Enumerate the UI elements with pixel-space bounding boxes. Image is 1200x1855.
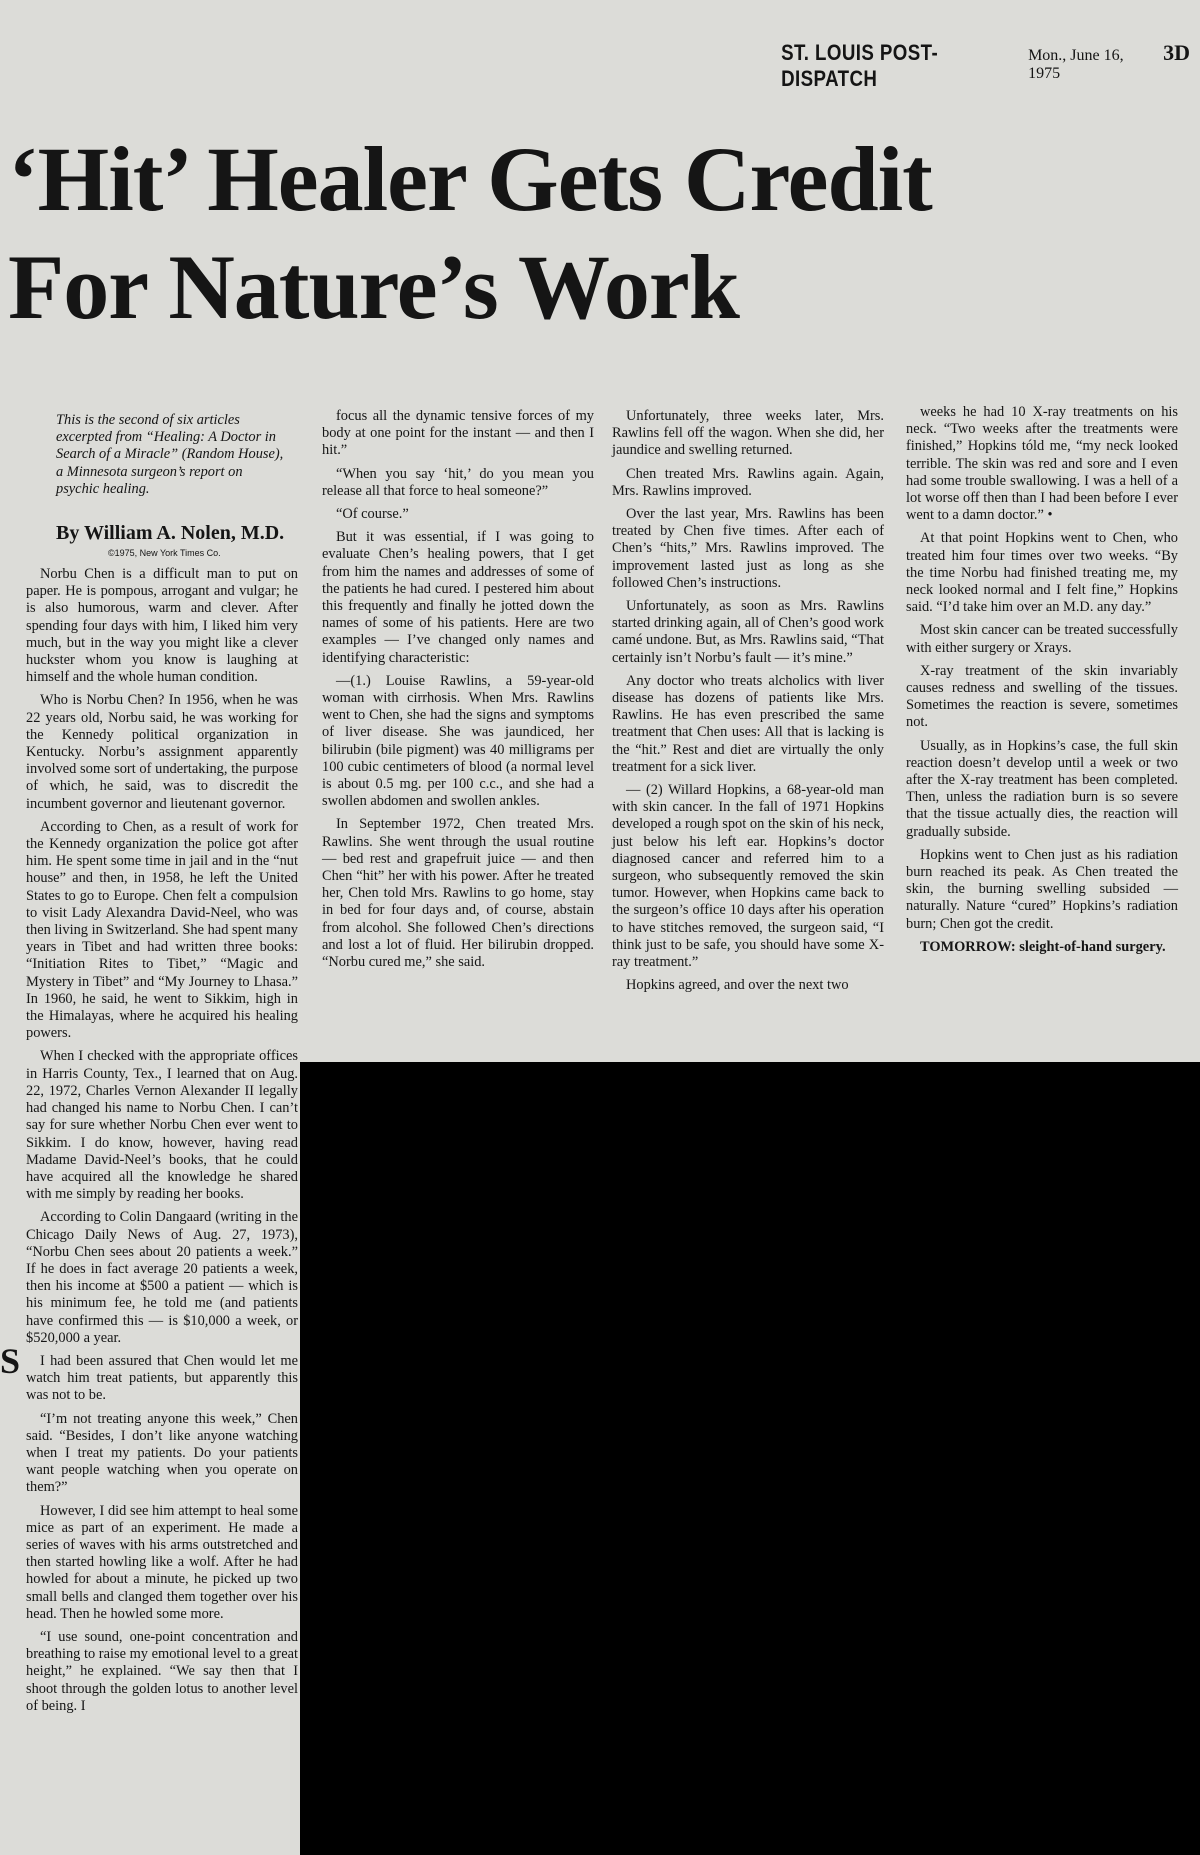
masthead-page-number: 3D xyxy=(1163,40,1190,65)
paragraph: In September 1972, Chen treated Mrs. Rawlins. She went through the usual routine — bed rest and grapefruit juice — and then Chen “hit” her with his power. After he treated her, Chen told Mrs. Rawlins to go home, stay in bed for four days and, of course, abstain from alcohol. She followed Chen’s directions and lost a lot of fluid. Her bilirubin dropped. “Norbu cured me,” she said. xyxy=(322,816,594,971)
headline-line-2: For Nature’s Work xyxy=(8,236,739,338)
headline xyxy=(8,125,1158,341)
paragraph: However, I did see him attempt to heal some mice as part of an experiment. He made a series of waves with his arms outstretched and then started howling like a wolf. After he had howled for about a minute, he picked up two small bells and clanged them together over his head. Then he howled some more. xyxy=(26,1502,298,1622)
paragraph: I had been assured that Chen would let me watch him treat patients, but apparently this was not to be. xyxy=(26,1352,298,1404)
paragraph: Norbu Chen is a difficult man to put on paper. He is pompous, arrogant and vulgar; he is also humorous, warm and clever. After spending four days with him, I liked him very much, but in the way you might like a clever huckster whom you know is laughing at himself and the whole human condition. xyxy=(26,566,298,686)
column-1 xyxy=(26,566,298,1721)
headline-line-1: ‘Hit’ Healer Gets Credit xyxy=(8,128,932,230)
paragraph: Hopkins went to Chen just as his radiation burn reached its peak. As Chen treated the skin, the burning swelling subsided — naturally. Nature “cured” Hopkins’s radiation burn; Chen got the credit. xyxy=(906,846,1178,932)
paragraph: But it was essential, if I was going to evaluate Chen’s healing powers, that I get from him the names and addresses of some of the patients he had cured. I pestered him about this frequently and finally he jotted down the names of some of his patients. Here are two examples — I’ve changed only names and identifying characteristic: xyxy=(322,529,594,666)
paragraph: According to Chen, as a result of work for the Kennedy organization the police got after him. He spent some time in jail and in the “nut house” and then, in 1958, he left the United States to go to Europe. Chen felt a compulsion to visit Lady Alexandra David-Neel, who was then living in Switzerland. She had spent many years in Tibet and had written three books: “Initiation Rites to Tibet,” “Magic and Mystery in Tibet” and “My Journey to Lhasa.” In 1960, he said, he went to Sikkim, high in the Himalayas, where he acquired his healing powers. xyxy=(26,818,298,1042)
masthead-date: Mon., June 16, 1975 xyxy=(1028,47,1124,82)
masthead xyxy=(740,40,1190,91)
adjacent-column-fragment: S xyxy=(0,1341,21,1381)
paragraph: “I use sound, one-point concentration and breathing to raise my emotional level to a great height,” he explained. “We say then that I shoot through the golden lotus to another level of being. I xyxy=(26,1628,298,1714)
paragraph: Chen treated Mrs. Rawlins again. Again, Mrs. Rawlins improved. xyxy=(612,465,884,499)
paragraph: Over the last year, Mrs. Rawlins has been treated by Chen five times. After each of Chen’s “hits,” Mrs. Rawlins improved. The improvement lasted just as long as she followed Chen’s instructions. xyxy=(612,506,884,591)
paragraph: According to Colin Dangaard (writing in the Chicago Daily News of Aug. 27, 1973), “Norbu Chen sees about 20 patients a week.” If he does in fact average 20 patients a week, then his income at $500 a patient — which is his minimum fee, he told me (and patients have confirmed this — is $10,000 a week, or $520,000 a year. xyxy=(26,1209,298,1346)
paragraph: focus all the dynamic tensive forces of my body at one point for the instant — and then I hit.” xyxy=(322,408,594,459)
paragraph: — (2) Willard Hopkins, a 68-year-old man with skin cancer. In the fall of 1971 Hopkins developed a rough spot on the skin of his neck, just below his left ear. Hopkins’s doctor diagnosed cancer and referred him to a surgeon, who subsequently removed the skin tumor. However, when Hopkins came back to the surgeon’s office 10 days after his operation to have stitches removed, the surgeon said, “I think just to be safe, you should have some X-ray treatment.” xyxy=(612,782,884,971)
paragraph: When I checked with the appropriate offices in Harris County, Tex., I learned that on Aug. 22, 1972, Charles Vernon Alexander II legally had changed his name to Norbu Chen. I can’t say for sure whether Norbu Chen ever went to Sikkim. I do know, however, having read Madame David-Neel’s books, that he could have acquired all the knowledge he shared with me simply by reading her books. xyxy=(26,1048,298,1203)
paragraph: Usually, as in Hopkins’s case, the full skin reaction doesn’t develop until a week or two after the X-ray treatment has been completed. Then, unless the radiation burn is so severe that the tissue actually dies, the reaction will gradually subside. xyxy=(906,737,1178,840)
masthead-paper-name: ST. LOUIS POST-DISPATCH xyxy=(781,40,939,91)
column-4 xyxy=(906,404,1178,962)
paragraph: At that point Hopkins went to Chen, who treated him four times over two weeks. “By the time Norbu had finished treating me, my neck looked normal and I felt fine,” Hopkins said. “I’d take him over an M.D. any day.” xyxy=(906,530,1178,616)
paragraph: X-ray treatment of the skin invariably causes redness and swelling of the tissues. Sometimes the reaction is severe, sometimes not. xyxy=(906,662,1178,731)
column-2 xyxy=(322,408,594,977)
paragraph: Unfortunately, three weeks later, Mrs. Rawlins fell off the wagon. When she did, her jaundice and swelling returned. xyxy=(612,408,884,459)
paragraph: “Of course.” xyxy=(336,506,409,523)
tomorrow-teaser: TOMORROW: sleight-of-hand surgery. xyxy=(920,938,1166,955)
copyright-credit: ©1975, New York Times Co. xyxy=(108,548,221,558)
redacted-black-area xyxy=(300,1062,1200,1855)
article-intro: This is the second of six articles excerpted from “Healing: A Doctor in Search of a Miracle” (Random House), a Minnesota surgeon’s report on psychic healing. xyxy=(56,412,284,497)
paragraph: “I’m not treating anyone this week,” Chen said. “Besides, I don’t like anyone watching when I treat my patients. Do your patients want people watching when you operate on them?” xyxy=(26,1410,298,1496)
paragraph: —(1.) Louise Rawlins, a 59-year-old woman with cirrhosis. When Mrs. Rawlins went to Chen, she had the signs and symptoms of liver disease. She was jaundiced, her bilirubin (bile pigment) was 40 milligrams per 100 cubic centimeters of blood (a normal level is about 0.5 mg. per 100 c.c., and she had a swollen abdomen and swollen ankles. xyxy=(322,672,594,810)
paragraph: weeks he had 10 X-ray treatments on his neck. “Two weeks after the treatments were finished,” Hopkins tóld me, “my neck looked terrible. The skin was red and sore and I even had some trouble swallowing. I was a hell of a lot worse off then than I had been before I ever went to a damn doctor.” • xyxy=(906,404,1178,524)
paragraph: Most skin cancer can be treated successfully with either surgery or Xrays. xyxy=(906,622,1178,656)
paragraph: Any doctor who treats alcholics with liver disease has dozens of patients like Mrs. Rawlins. He has even prescribed the same treatment that Chen uses: All that is lacking is the “hit.” Rest and diet are virtually the only treatment for a sick liver. xyxy=(612,672,884,775)
byline: By William A. Nolen, M.D. xyxy=(56,522,285,544)
paragraph: Unfortunately, as soon as Mrs. Rawlins started drinking again, all of Chen’s good work camé undone. But, as Mrs. Rawlins said, “That certainly isn’t Norbu’s fault — it’s mine.” xyxy=(612,598,884,666)
column-3 xyxy=(612,408,884,1001)
paragraph: Who is Norbu Chen? In 1956, when he was 22 years old, Norbu said, he was working for the Kennedy political organization in Kentucky. Norbu’s assignment apparently involved some sort of undertaking, the purpose of which, he said, was to discredit the incumbent governor and lieutenant governor. xyxy=(26,692,298,812)
paragraph: “When you say ‘hit,’ do you mean you release all that force to heal someone?” xyxy=(322,465,594,499)
paragraph: Hopkins agreed, and over the next two xyxy=(626,977,849,994)
